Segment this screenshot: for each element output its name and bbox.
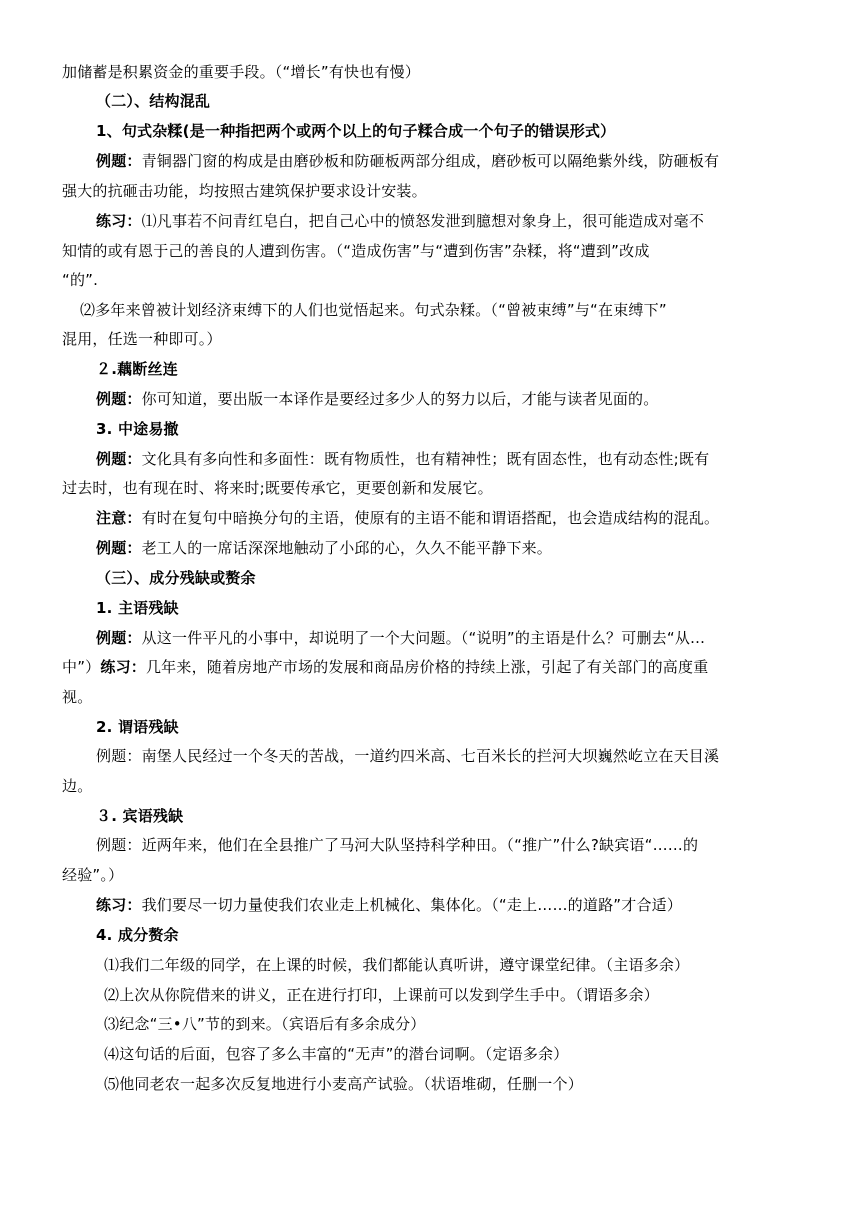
subsection-heading [96, 120, 615, 142]
text-line [62, 477, 493, 499]
text-line [104, 954, 689, 976]
text-line [96, 150, 719, 172]
text-line [96, 388, 658, 410]
text-line [62, 656, 708, 678]
bold-label: 注意： [96, 509, 142, 527]
bold-label: （二）、结构混乱 [96, 92, 211, 110]
subsection-heading [96, 805, 183, 827]
subsection-heading [96, 716, 179, 738]
text-segment: 混用，任选一种即可。） [62, 330, 222, 348]
text-line [96, 894, 682, 916]
text-line [62, 269, 98, 291]
text-segment: 从这一件平凡的小事中，却说明了一个大问题。（“说明”的主语是什么？可删去“从… [141, 629, 706, 647]
bold-label: 例题： [96, 629, 142, 647]
text-line [62, 775, 92, 797]
text-segment: 你可知道，要出版一本译作是要经过多少人的努力以后，才能与读者见面的。 [141, 390, 659, 408]
text-line [104, 984, 659, 1006]
bold-label: 例题： [96, 152, 142, 170]
text-line [96, 507, 719, 529]
text-segment: ⑴我们二年级的同学，在上课的时候，我们都能认真听讲，遵守课堂纪律。（主语多余） [104, 956, 690, 974]
text-segment: ⑸他同老农一起多次反复地进行小麦高产试验。（状语堆砌，任删一个） [104, 1075, 583, 1093]
text-segment: 边。 [62, 777, 93, 795]
bold-label: 2. 谓语残缺 [96, 718, 179, 736]
text-segment: “的”. [62, 271, 99, 289]
bold-label: 1、句式杂糅(是一种指把两个或两个以上的句子糅合成一个句子的错误形式） [96, 122, 616, 140]
text-segment: 知情的或有恩于己的善良的人遭到伤害。（“造成伤害”与“遭到伤害”杂糅，将“遭到”改成 [62, 242, 650, 260]
text-segment: 视。 [62, 688, 93, 706]
text-segment: ⑵多年来曾被计划经济束缚下的人们也觉悟起来。句式杂糅。（“曾被束缚”与“在束缚下” [80, 301, 667, 319]
text-line [96, 627, 705, 649]
text-segment: 老工人的一席话深深地触动了小邱的心，久久不能平静下来。 [141, 539, 553, 557]
text-line [80, 299, 667, 321]
text-line [96, 537, 552, 559]
text-line [104, 1013, 426, 1035]
text-segment: 我们要尽一切力量使我们农业走上机械化、集体化。（“走上……的道路”才合适） [141, 896, 683, 914]
bold-label: ２.藕断丝连 [96, 360, 178, 378]
bold-label: 3. 中途易撤 [96, 420, 179, 438]
text-segment: ⑴凡事若不问青红皂白，把自己心中的愤怒发泄到臆想对象身上，很可能造成对毫不 [141, 212, 705, 230]
text-segment: ⑷这句话的后面，包容了多么丰富的“无声”的潜台词啊。（定语多余） [104, 1045, 569, 1063]
text-segment: 过去时，也有现在时、将来时;既要传承它，更要创新和发展它。 [62, 479, 493, 497]
text-line [62, 686, 92, 708]
text-line [62, 180, 427, 202]
section-heading [96, 90, 210, 112]
bold-label: 例题： [96, 450, 142, 468]
text-line [62, 328, 222, 350]
bold-label: 练习： [96, 212, 142, 230]
bold-label: 1. 主语残缺 [96, 599, 179, 617]
bold-label: 练习： [96, 896, 142, 914]
text-line [104, 1043, 568, 1065]
bold-label: 练习： [100, 658, 146, 676]
text-segment: ⑵上次从你院借来的讲义，正在进行打印，上课前可以发到学生手中。（谓语多余） [104, 986, 659, 1004]
text-line [96, 210, 704, 232]
bold-label: 4. 成分赘余 [96, 926, 179, 944]
subsection-heading [96, 597, 179, 619]
subsection-heading [96, 358, 178, 380]
text-segment: 青铜器门窗的构成是由磨砂板和防砸板两部分组成，磨砂板可以隔绝紫外线，防砸板有 [141, 152, 720, 170]
text-line [96, 834, 698, 856]
text-segment: 经验”。） [62, 866, 124, 884]
text-segment: 例题：南堡人民经过一个冬天的苦战，一道约四米高、七百米长的拦河大坝巍然屹立在天目溪 [96, 747, 720, 765]
text-segment: 加储蓄是积累资金的重要手段。（“增长”有快也有慢） [62, 63, 421, 81]
text-segment: 中”） [62, 658, 101, 676]
text-line [62, 240, 650, 262]
text-segment: ⑶纪念“三•八”节的到来。（宾语后有多余成分） [104, 1015, 426, 1033]
subsection-heading [96, 924, 179, 946]
bold-label: 例题： [96, 390, 142, 408]
bold-label: （三）、成分残缺或赘余 [96, 569, 256, 587]
text-line [62, 864, 123, 886]
text-segment: 强大的抗砸击功能，均按照古建筑保护要求设计安装。 [62, 182, 427, 200]
text-segment: 有时在复句中暗换分句的主语，使原有的主语不能和谓语搭配，也会造成结构的混乱。 [141, 509, 720, 527]
text-line [62, 61, 420, 83]
bold-label: 例题： [96, 539, 142, 557]
section-heading [96, 567, 256, 589]
text-segment: 几年来，随着房地产市场的发展和商品房价格的持续上涨，引起了有关部门的高度重 [145, 658, 709, 676]
text-segment: 文化具有多向性和多面性：既有物质性，也有精神性；既有固态性，也有动态性;既有 [141, 450, 710, 468]
text-line [96, 745, 719, 767]
subsection-heading [96, 418, 179, 440]
text-segment: 例题：近两年来，他们在全县推广了马河大队坚持科学种田。（“推广”什么?缺宾语“……的 [96, 836, 699, 854]
text-line [104, 1073, 583, 1095]
text-line [96, 448, 709, 470]
bold-label: ３. 宾语残缺 [96, 807, 184, 825]
